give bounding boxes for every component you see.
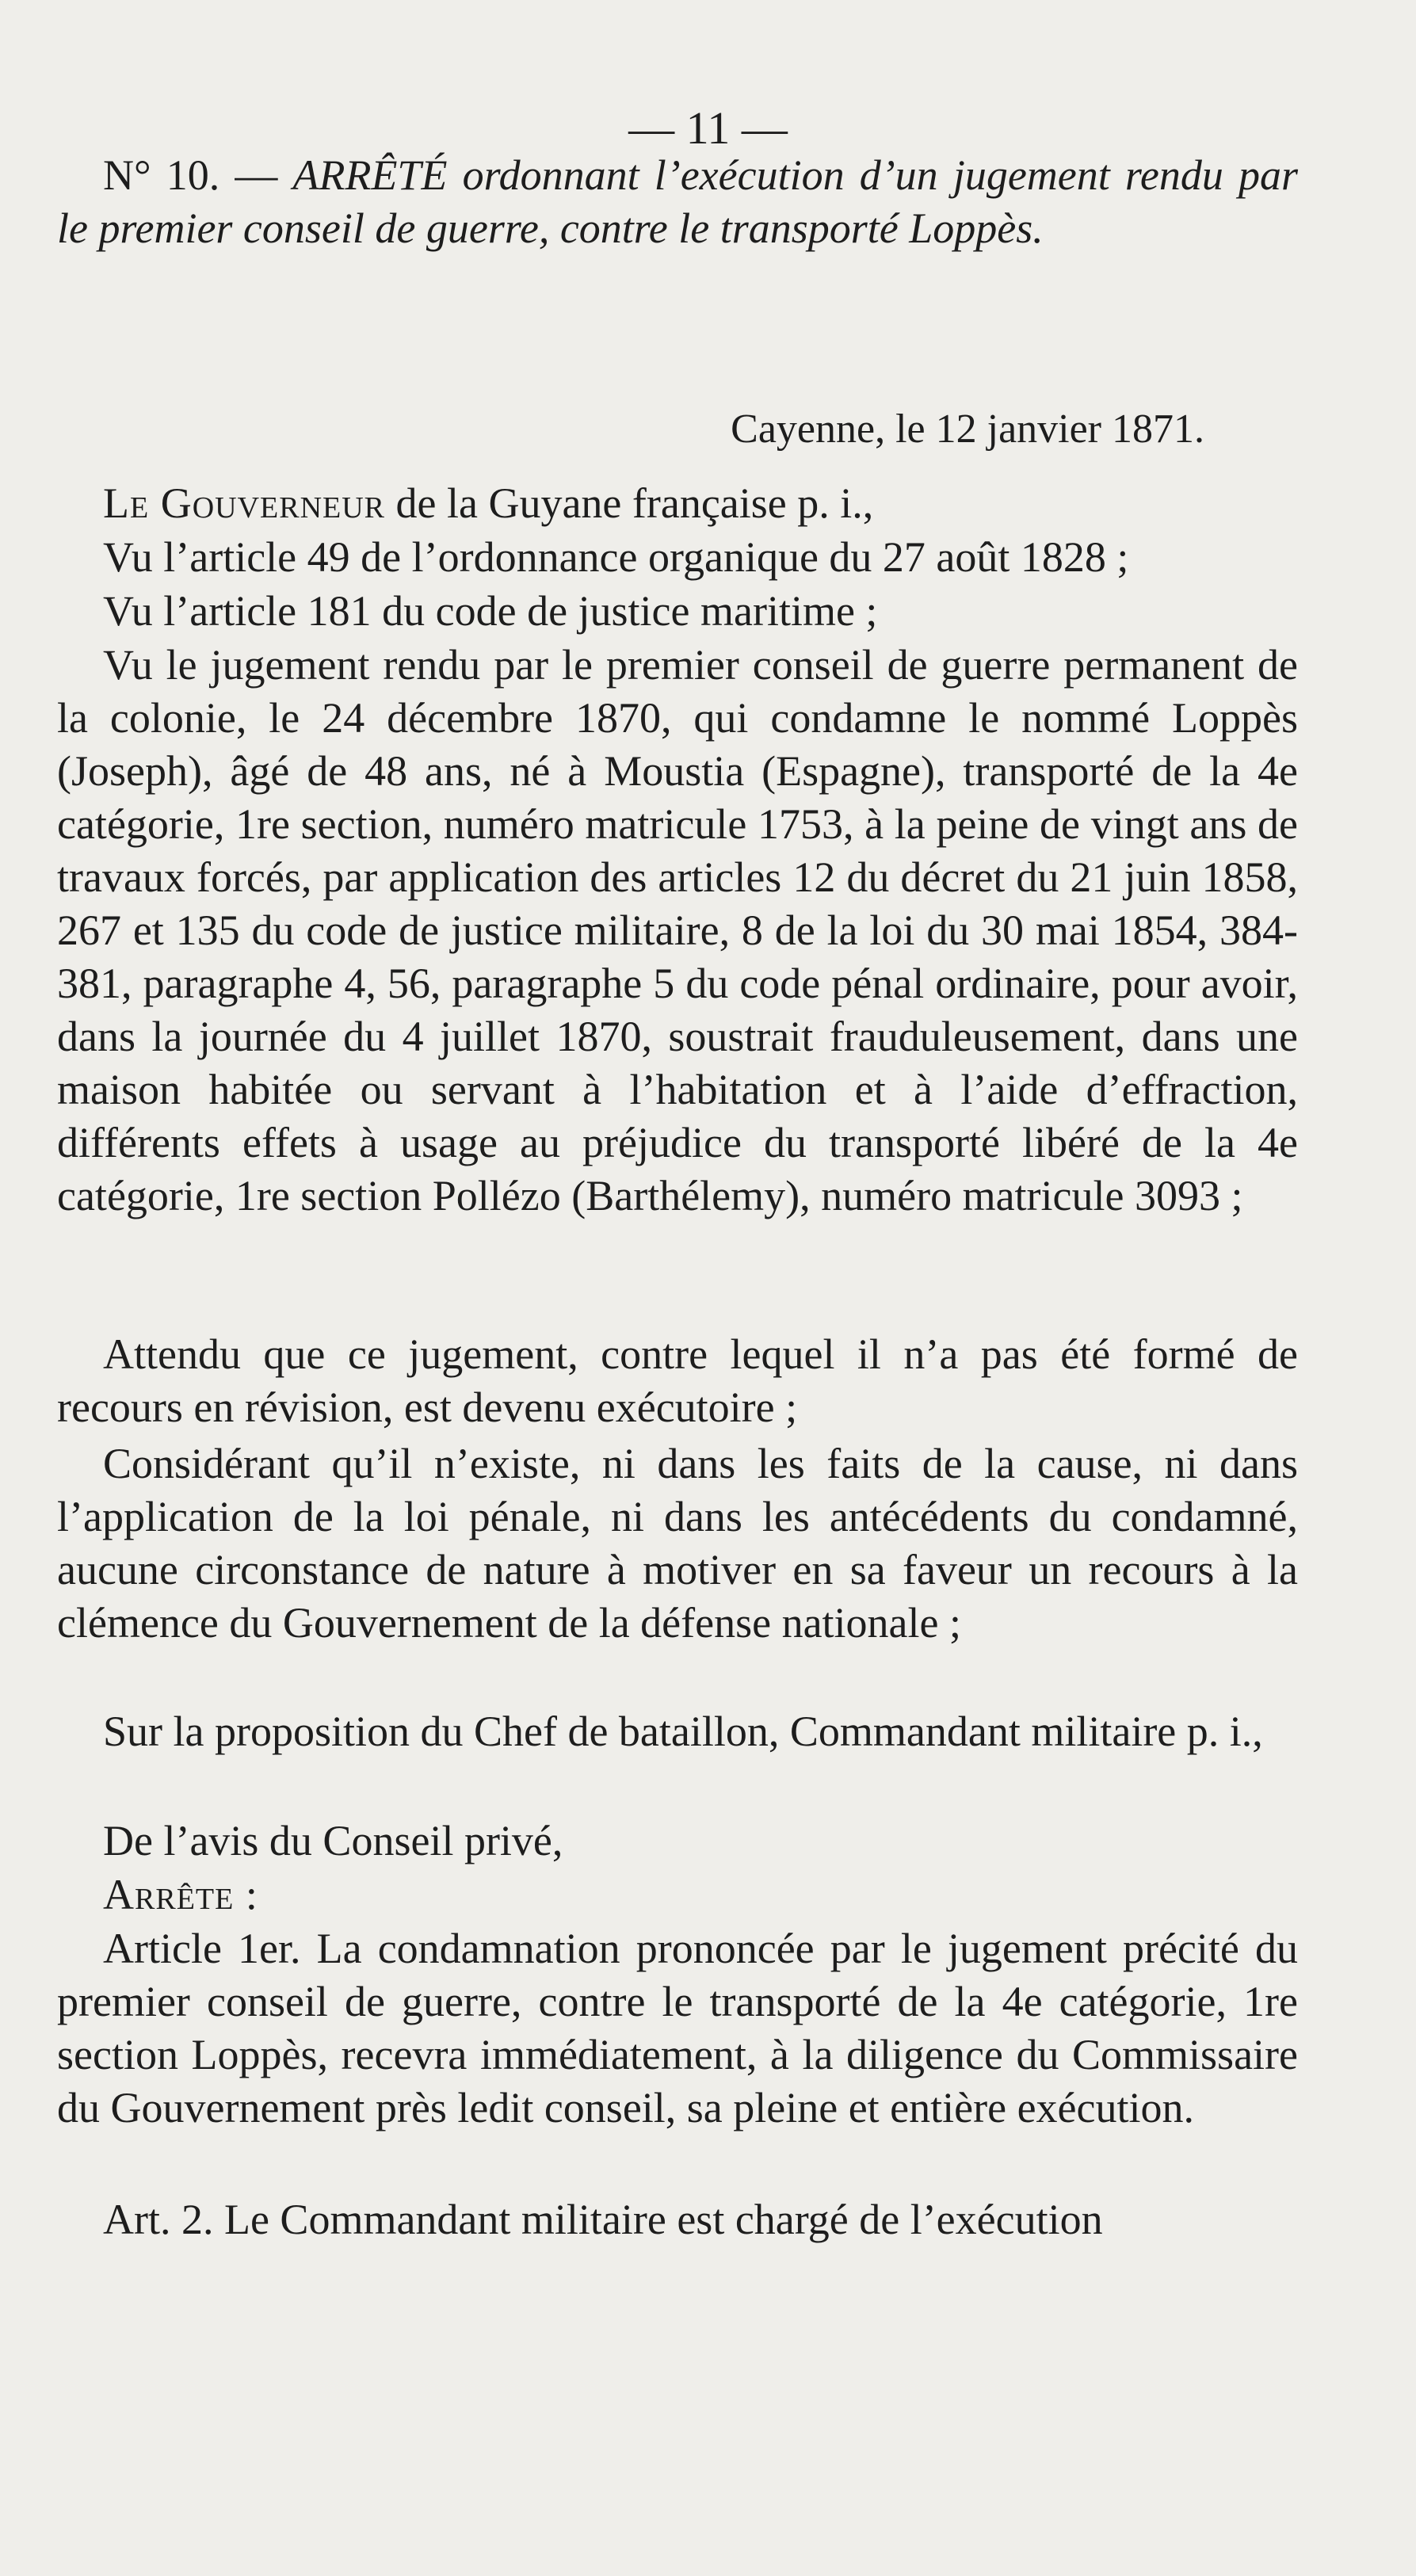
decree-title (57, 149, 1298, 255)
paragraph-avis: De l’avis du Conseil privé, (103, 1817, 563, 1864)
arrete-label: Arrête : (103, 1871, 258, 1918)
paragraph-vu-code: Vu l’article 181 du code de justice maritime ; (103, 587, 878, 635)
article-2: Art. 2. Le Commandant militaire est chargé de l’exécution (103, 2196, 1103, 2243)
paragraph-attendu: Attendu que ce jugement, contre lequel il n’a pas été formé de recours en révision, est devenu exécutoire ; (57, 1330, 1298, 1431)
paragraph-considerant: Considérant qu’il n’existe, ni dans les faits de la cause, ni dans l’application de la loi pénale, ni dans les antécédents du condamné, aucune circonstance de nature à motiver en sa faveur un recours à la clémence du Gouvernement de la défense nationale ; (57, 1440, 1298, 1647)
page-number: — 11 — (628, 102, 788, 154)
decree-heading: ARRÊTÉ ordonnant l’exécution d’un jugement rendu par le premier conseil de guerre, contre le transporté Loppès. (57, 151, 1299, 252)
intro-lead: Le Gouverneur (103, 479, 386, 527)
paragraph-vu-ordonnance: Vu l’article 49 de l’ordonnance organique du 27 août 1828 ; (103, 533, 1129, 581)
date-line: Cayenne, le 12 janvier 1871. (731, 406, 1204, 452)
decree-number: N° 10. — (103, 151, 293, 199)
paragraph-proposition: Sur la proposition du Chef de bataillon, Commandant militaire p. i., (103, 1708, 1263, 1755)
paragraph-vu-jugement: Vu le jugement rendu par le premier conseil de guerre permanent de la colonie, le 24 décembre 1870, qui condamne le nommé Loppès (Joseph), âgé de 48 ans, né à Moustia (Espagne), transporté de la 4e catégorie, 1re section, numéro matricule 1753, à la peine de vingt ans de travaux forcés, par application des articles 12 du décret du 21 juin 1858, 267 et 135 du code de justice militaire, 8 de la loi du 30 mai 1854, 384-381, paragraphe 4, 56, paragraphe 5 du code pénal ordinaire, pour avoir, dans la journée du 4 juillet 1870, soustrait frauduleusement, dans une maison habitée ou servant à l’habitation et à l’aide d’effraction, différents effets à usage au préjudice du transporté libéré de la 4e catégorie, 1re section Pollézo (Barthélemy), numéro matricule 3093 ; (57, 641, 1298, 1219)
intro-rest: de la Guyane française p. i., (385, 479, 874, 527)
article-1: Article 1er. La condamnation prononcée par le jugement précité du premier conseil de guerre, contre le transporté de la 4e catégorie, 1re section Loppès, recevra immédiatement, à la diligence du Commissaire du Gouvernement près ledit conseil, sa pleine et entière exécution. (57, 1925, 1298, 2131)
intro-line (57, 477, 1298, 530)
